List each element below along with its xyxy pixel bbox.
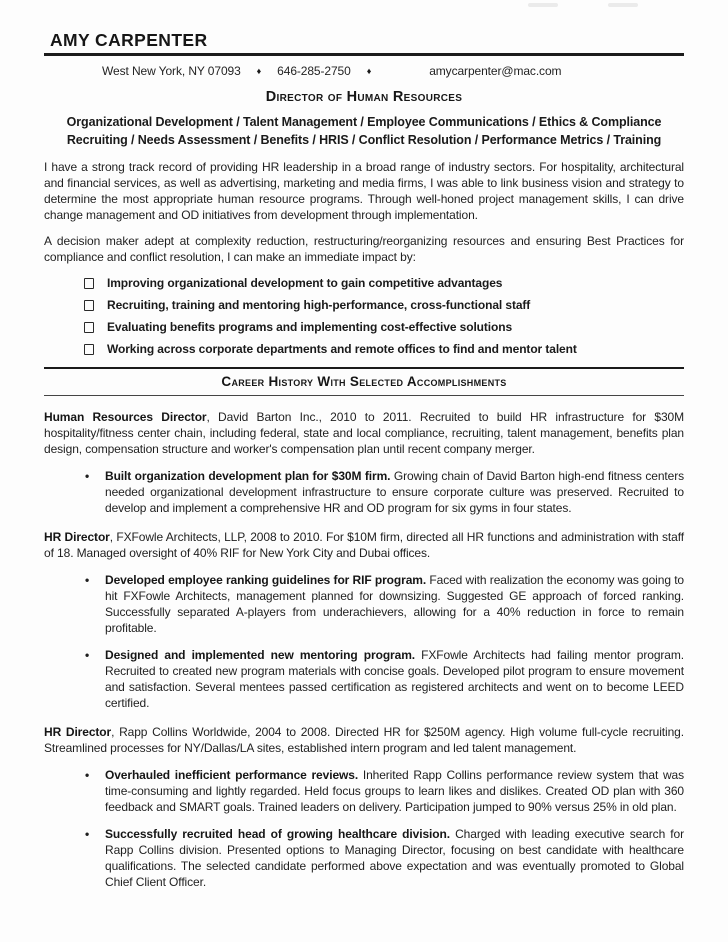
- summary-paragraph: I have a strong track record of providing HR leadership in a broad range of industry sectors. For hospitality, architectural and financial services, as well as advertising, marketing and media firms, I was able to link business vision and strategy to determine the most appropriate human resource programs. Through well-honed project management skills, I can drive change management and OD initiatives from development through implementation.: [44, 160, 684, 222]
- round-bullet-icon: •: [85, 648, 90, 662]
- accomplishment-text: [105, 647, 684, 711]
- resume-headline: Director of Human Resources: [265, 89, 463, 105]
- section-heading-career-history: Career History With Selected Accomplishments: [44, 367, 684, 396]
- accomplishment-text: [105, 468, 684, 516]
- scan-artifact: [608, 3, 638, 7]
- impact-bullet-text: Evaluating benefits programs and implementing cost-effective solutions: [107, 320, 513, 334]
- job-details: , David Barton Inc., 2010 to 2011. Recruited to build HR infrastructure for $30M hospitality/fitness center chain, including federal, state and local compliance, recruiting, talent management, benefits plan design, compensation structure and worker's compensation plan until recent company merger.: [44, 410, 684, 456]
- job-title: HR Director: [44, 725, 112, 739]
- list-item: [84, 298, 684, 312]
- job-entry: [44, 409, 684, 457]
- accomplishment-rest: Inherited Rapp Collins performance review system that was time-consuming and lightly regarded. Held focus groups to learn likes and dislikes. Created OD plan with 360 feedback and SMART goals. Trained leaders on delivery. Participation jumped to 90% versus 25% in old plan.: [105, 768, 684, 814]
- list-item: [84, 276, 684, 290]
- accomplishment-text: [105, 767, 684, 815]
- checkbox-bullet-icon: [84, 344, 94, 355]
- list-item: [84, 342, 684, 356]
- accomplishment-lead: Successfully recruited head of growing healthcare division.: [105, 827, 450, 841]
- scan-artifact: [528, 3, 558, 7]
- accomplishment-lead: Developed employee ranking guidelines for RIF program.: [105, 573, 427, 587]
- accomplishment-bullet: [85, 767, 684, 815]
- accomplishment-rest: Charged with leading executive search for Rapp Collins division. Presented options to Managing Director, focusing on best candidate with healthcare qualifications. The selected candidate performed above expectation and was eventually promoted to Global Chief Client Officer.: [105, 827, 684, 889]
- job-details: , Rapp Collins Worldwide, 2004 to 2008. Directed HR for $250M agency. High volume full-cycle recruiting. Streamlined processes for NY/Dallas/LA sites, established intern program and led talent management.: [44, 725, 684, 755]
- accomplishment-bullet: [85, 468, 684, 516]
- diamond-separator-icon: ♦: [366, 66, 372, 76]
- checkbox-bullet-icon: [84, 322, 94, 333]
- skills-line: Recruiting / Needs Assessment / Benefits / HRIS / Conflict Resolution / Performance Metrics / Training: [66, 133, 662, 147]
- skills-summary: [44, 113, 684, 149]
- checkbox-bullet-icon: [84, 278, 94, 289]
- round-bullet-icon: •: [85, 827, 90, 841]
- contact-phone: 646-285-2750: [277, 64, 351, 78]
- contact-row: [102, 64, 684, 78]
- accomplishment-bullet: [85, 826, 684, 890]
- contact-location: West New York, NY 07093: [102, 64, 241, 78]
- skills-line: Organizational Development / Talent Management / Employee Communications / Ethics & Compliance: [66, 115, 662, 129]
- checkbox-bullet-icon: [84, 300, 94, 311]
- accomplishment-lead: Built organization development plan for $30M firm.: [105, 469, 391, 483]
- accomplishment-rest: FXFowle Architects had failing mentor program. Recruited to created new program materials with concise goals. Developed pilot program to ensure movement and satisfaction. Several mentees passed certification as registered architects and went on to become LEED certified.: [105, 648, 684, 710]
- candidate-name: AMY CARPENTER: [50, 30, 208, 50]
- impact-bullet-text: Improving organizational development to gain competitive advantages: [107, 276, 503, 290]
- accomplishment-lead: Designed and implemented new mentoring program.: [105, 648, 415, 662]
- round-bullet-icon: •: [85, 768, 90, 782]
- diamond-separator-icon: ♦: [256, 66, 262, 76]
- contact-email: amycarpenter@mac.com: [429, 64, 562, 78]
- accomplishment-lead: Overhauled inefficient performance reviews.: [105, 768, 359, 782]
- header-divider: [44, 53, 684, 56]
- round-bullet-icon: •: [85, 469, 90, 483]
- job-title: HR Director: [44, 530, 110, 544]
- accomplishment-rest: Faced with realization the economy was going to hit FXFowle Architects, management planned for downsizing. Suggested GE approach of forced ranking. Successfully separated A-players from underachievers, allowing for a 40% reduction in force to remain profitable.: [105, 573, 684, 635]
- impact-bullet-list: [44, 276, 684, 356]
- accomplishment-bullet: [85, 572, 684, 636]
- job-title: Human Resources Director: [44, 410, 207, 424]
- accomplishment-text: [105, 572, 684, 636]
- impact-bullet-text: Recruiting, training and mentoring high-performance, cross-functional staff: [107, 298, 531, 312]
- accomplishment-text: [105, 826, 684, 890]
- summary-paragraph: A decision maker adept at complexity reduction, restructuring/reorganizing resources and ensuring Best Practices for compliance and conflict resolution, I can make an immediate impact by:: [44, 234, 684, 264]
- impact-bullet-text: Working across corporate departments and remote offices to find and mentor talent: [107, 342, 577, 356]
- job-details: , FXFowle Architects, LLP, 2008 to 2010. For $10M firm, directed all HR functions and administration with staff of 18. Managed oversight of 40% RIF for New York City and Dubai offices.: [44, 530, 684, 560]
- accomplishment-rest: Growing chain of David Barton high-end fitness centers needed organizational development infrastructure to ensure corporate culture was preserved. Recruited to develop and implement a comprehensive HR and OD program for six gyms in four states.: [105, 469, 684, 515]
- job-entry: [44, 529, 684, 561]
- round-bullet-icon: •: [85, 573, 90, 587]
- job-entry: [44, 724, 684, 756]
- accomplishment-bullet: [85, 647, 684, 711]
- list-item: [84, 320, 684, 334]
